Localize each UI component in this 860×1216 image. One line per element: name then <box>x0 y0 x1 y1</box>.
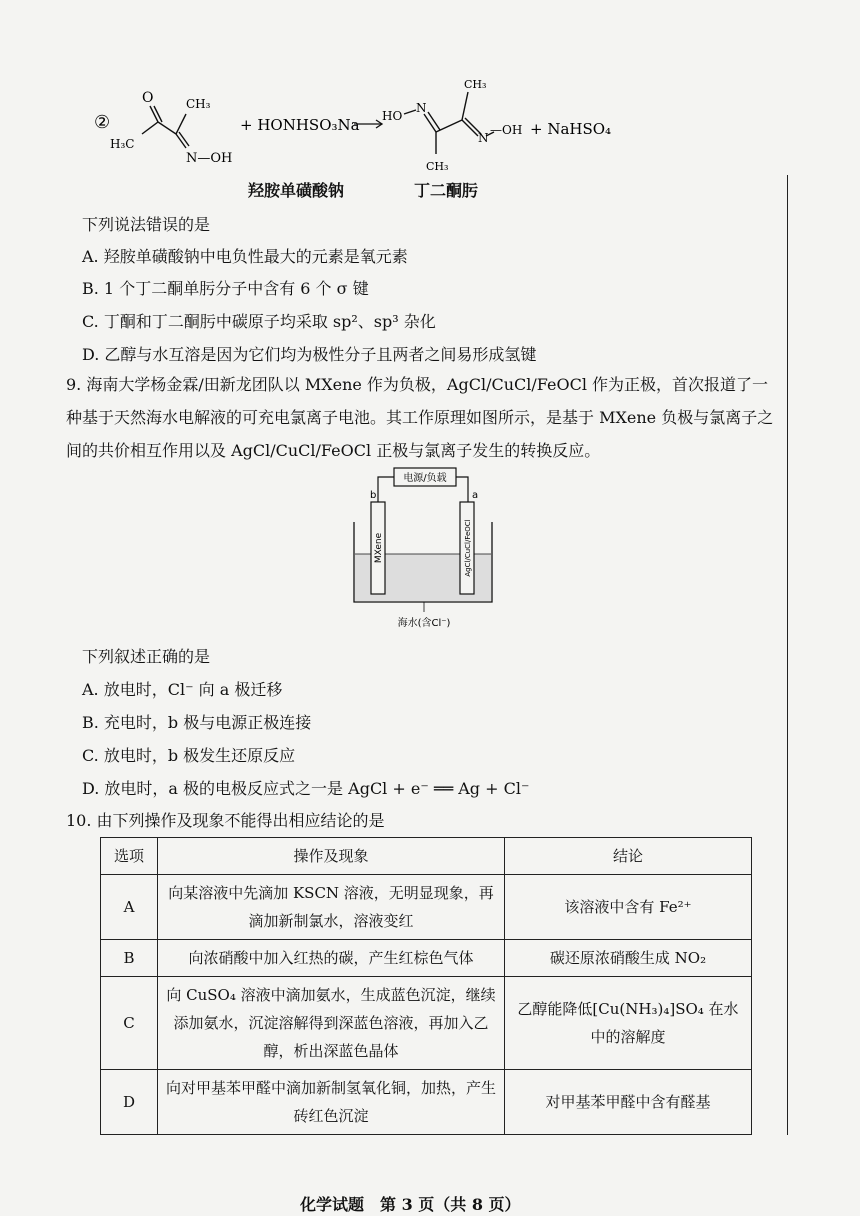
power-load-label: 电源/负载 <box>403 473 447 484</box>
atom-n-right: N <box>478 131 489 145</box>
reaction-number: ② <box>94 112 111 133</box>
q9-option-a: A. 放电时，Cl⁻ 向 a 极迁移 <box>82 680 283 699</box>
header-option: 选项 <box>101 838 158 875</box>
q8-option-d: D. 乙醇与水互溶是因为它们均为极性分子且两者之间易形成氢键 <box>82 345 537 364</box>
row-conclusion: 乙醇能降低[Cu(NH₃)₄]SO₄ 在水中的溶解度 <box>505 977 752 1070</box>
header-operation: 操作及现象 <box>158 838 505 875</box>
table-row <box>101 977 752 1070</box>
row-operation: 向对甲基苯甲醛中滴加新制氢氧化铜，加热，产生砖红色沉淀 <box>158 1070 505 1135</box>
label-reagent: 羟胺单磺酸钠 <box>248 181 345 200</box>
q9-text: 9. 海南大学杨金霖/田新龙团队以 MXene 作为负极，AgCl/CuCl/FeOCl 作为正极，首次报道了一种基于天然海水电解液的可充电氯离子电池。其工作原理如图所示，是基于 MXene 负极与氯离子之间的共价相互作用以及 AgCl/CuCl/FeOCl 正极与氯离子发生的转换反应。 <box>66 375 774 460</box>
atom-n-left: N <box>416 101 427 115</box>
reaction-structures <box>90 70 730 180</box>
atom-ch3-top: CH₃ <box>186 97 211 111</box>
q9-option-c: C. 放电时，b 极发生还原反应 <box>82 746 296 765</box>
row-operation: 向浓硝酸中加入红热的碳，产生红棕色气体 <box>158 940 505 977</box>
atom-ch3-lower: CH₃ <box>426 160 449 173</box>
row-option: A <box>101 875 158 940</box>
table-header-row <box>101 838 752 875</box>
row-option: C <box>101 977 158 1070</box>
atom-ch3-upper: CH₃ <box>464 78 487 91</box>
atom-ho: HO <box>382 109 403 123</box>
reagent: + HONHSO₃Na <box>240 116 360 134</box>
q8-option-b: B. 1 个丁二酮单肟分子中含有 6 个 σ 键 <box>82 279 369 298</box>
row-conclusion: 碳还原浓硝酸生成 NO₂ <box>505 940 752 977</box>
page-margin-line <box>787 175 788 1135</box>
header-conclusion: 结论 <box>505 838 752 875</box>
row-option: B <box>101 940 158 977</box>
q8-option-a: A. 羟胺单磺酸钠中电负性最大的元素是氧元素 <box>82 247 408 266</box>
row-operation: 向某溶液中先滴加 KSCN 溶液，无明显现象，再滴加新制氯水，溶液变红 <box>158 875 505 940</box>
atom-oh: —OH <box>490 123 523 137</box>
atom-o: O <box>142 90 154 106</box>
row-option: D <box>101 1070 158 1135</box>
row-conclusion: 对甲基苯甲醛中含有醛基 <box>505 1070 752 1135</box>
q8-stem: 下列说法错误的是 <box>82 215 211 234</box>
label-product: 丁二酮肟 <box>414 181 479 200</box>
q9-option-d: D. 放电时，a 极的电极反应式之一是 AgCl + e⁻ ══ Ag + Cl⁻ <box>82 779 530 798</box>
table-row <box>101 875 752 940</box>
table-row <box>101 1070 752 1135</box>
q9-stem: 下列叙述正确的是 <box>82 647 211 666</box>
row-conclusion: 该溶液中含有 Fe²⁺ <box>505 875 752 940</box>
atom-n-oh: N—OH <box>186 151 233 166</box>
atom-h3c: H₃C <box>110 137 135 151</box>
terminal-a: a <box>472 490 479 501</box>
agcl-label: AgCl/CuCl/FeOCl <box>464 519 472 577</box>
battery-diagram <box>350 466 500 634</box>
row-operation: 向 CuSO₄ 溶液中滴加氨水，生成蓝色沉淀，继续添加氨水，沉淀溶解得到深蓝色溶液，再加入乙醇，析出深蓝色晶体 <box>158 977 505 1070</box>
seawater-caption: 海水(含Cl⁻) <box>397 618 451 629</box>
mxene-label: MXene <box>374 532 384 564</box>
experiment-table <box>100 837 752 1135</box>
byproduct: + NaHSO₄ <box>530 120 612 138</box>
reaction-scheme <box>90 70 730 180</box>
page-footer: 化学试题 第 3 页（共 8 页） <box>300 1195 521 1214</box>
q8-option-c: C. 丁酮和丁二酮肟中碳原子均采取 sp²、sp³ 杂化 <box>82 312 436 331</box>
butanone-monoxime-structure <box>142 106 189 148</box>
terminal-b: b <box>370 490 377 501</box>
q9-option-b: B. 充电时，b 极与电源正极连接 <box>82 713 312 732</box>
q10-stem: 10. 由下列操作及现象不能得出相应结论的是 <box>66 811 385 830</box>
table-row <box>101 940 752 977</box>
